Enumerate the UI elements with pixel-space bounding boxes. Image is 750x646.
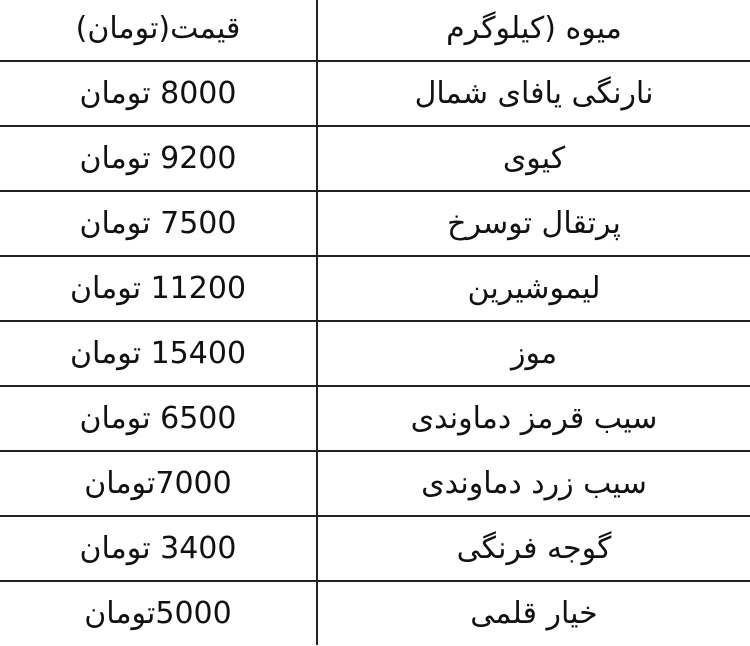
table-row	[0, 126, 750, 191]
fruit-name-cell: لیموشیرین	[317, 256, 750, 321]
table-header-row	[0, 0, 750, 61]
price-cell: 8000 تومان	[0, 61, 317, 126]
table-row	[0, 191, 750, 256]
table-row	[0, 516, 750, 581]
price-cell: 5000تومان	[0, 581, 317, 645]
fruit-name-cell: نارنگی یافای شمال	[317, 61, 750, 126]
price-cell: 3400 تومان	[0, 516, 317, 581]
fruit-name-cell: کیوی	[317, 126, 750, 191]
table-row	[0, 321, 750, 386]
table-row	[0, 386, 750, 451]
fruit-name-cell: پرتقال توسرخ	[317, 191, 750, 256]
price-cell: 15400 تومان	[0, 321, 317, 386]
fruit-name-cell: سیب زرد دماوندی	[317, 451, 750, 516]
price-cell: 9200 تومان	[0, 126, 317, 191]
fruit-name-cell: موز	[317, 321, 750, 386]
table-row	[0, 61, 750, 126]
price-cell: 11200 تومان	[0, 256, 317, 321]
fruit-name-cell: خیار قلمی	[317, 581, 750, 645]
header-fruit-cell: میوه (کیلوگرم	[317, 0, 750, 61]
price-cell: 6500 تومان	[0, 386, 317, 451]
table-row	[0, 581, 750, 645]
fruit-name-cell: گوجه فرنگی	[317, 516, 750, 581]
table-row	[0, 451, 750, 516]
price-cell: 7000تومان	[0, 451, 317, 516]
price-cell: 7500 تومان	[0, 191, 317, 256]
fruit-name-cell: سیب قرمز دماوندی	[317, 386, 750, 451]
header-price-cell: قیمت(تومان)	[0, 0, 317, 61]
table-row	[0, 256, 750, 321]
